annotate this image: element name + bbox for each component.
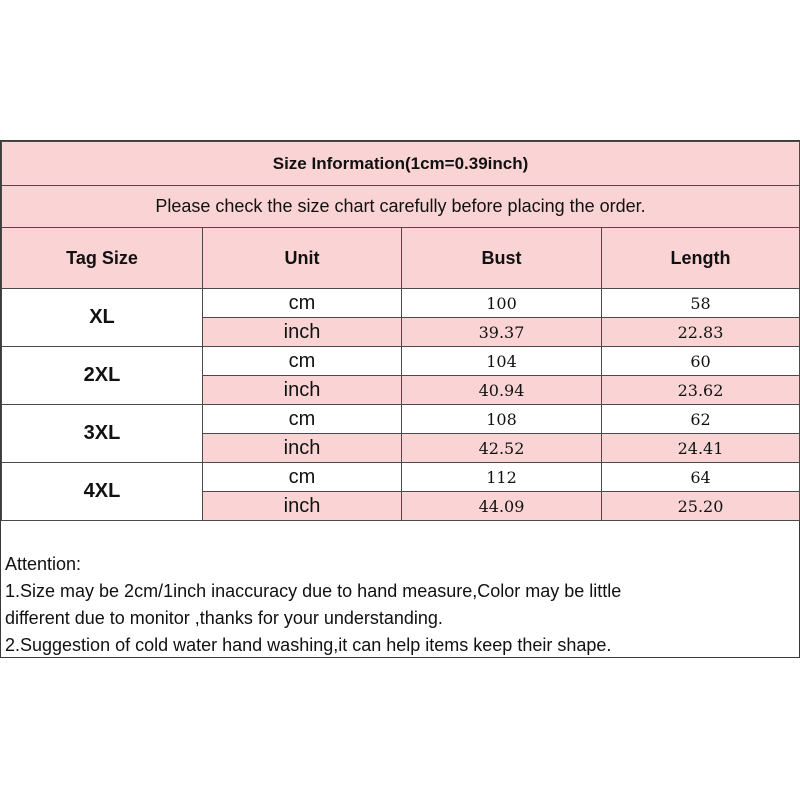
unit-cell: inch	[203, 434, 402, 463]
attention-note-1a: 1.Size may be 2cm/1inch inaccuracy due to hand measure,Color may be little	[5, 581, 622, 601]
table-row	[2, 289, 800, 318]
tag-size-cell: 3XL	[2, 405, 203, 463]
title-row	[2, 142, 800, 186]
length-cell: 62	[602, 405, 800, 434]
header-unit: Unit	[203, 228, 402, 289]
length-cell: 58	[602, 289, 800, 318]
length-cell: 22.83	[602, 318, 800, 347]
table-row	[2, 405, 800, 434]
bust-cell: 108	[402, 405, 602, 434]
header-row	[2, 228, 800, 289]
header-tag-size: Tag Size	[2, 228, 203, 289]
attention-notes	[5, 551, 795, 659]
tag-size-cell: XL	[2, 289, 203, 347]
length-cell: 23.62	[602, 376, 800, 405]
size-chart-sheet	[0, 140, 800, 658]
unit-cell: cm	[203, 463, 402, 492]
unit-cell: cm	[203, 405, 402, 434]
bust-cell: 42.52	[402, 434, 602, 463]
bust-cell: 100	[402, 289, 602, 318]
unit-cell: inch	[203, 376, 402, 405]
attention-note-1b: different due to monitor ,thanks for your understanding.	[5, 608, 443, 628]
unit-cell: cm	[203, 347, 402, 376]
chart-subtitle: Please check the size chart carefully before placing the order.	[2, 186, 800, 228]
table-row	[2, 463, 800, 492]
bust-cell: 39.37	[402, 318, 602, 347]
unit-cell: inch	[203, 318, 402, 347]
chart-title: Size Information(1cm=0.39inch)	[2, 142, 800, 186]
tag-size-cell: 2XL	[2, 347, 203, 405]
length-cell: 24.41	[602, 434, 800, 463]
tag-size-cell: 4XL	[2, 463, 203, 521]
unit-cell: inch	[203, 492, 402, 521]
length-cell: 60	[602, 347, 800, 376]
length-cell: 25.20	[602, 492, 800, 521]
bust-cell: 104	[402, 347, 602, 376]
attention-heading: Attention:	[5, 554, 82, 574]
attention-note-2: 2.Suggestion of cold water hand washing,it can help items keep their shape.	[5, 635, 612, 655]
size-table	[1, 141, 800, 521]
bust-cell: 44.09	[402, 492, 602, 521]
header-length: Length	[602, 228, 800, 289]
unit-cell: cm	[203, 289, 402, 318]
table-row	[2, 347, 800, 376]
length-cell: 64	[602, 463, 800, 492]
header-bust: Bust	[402, 228, 602, 289]
subtitle-row	[2, 186, 800, 228]
bust-cell: 40.94	[402, 376, 602, 405]
bust-cell: 112	[402, 463, 602, 492]
